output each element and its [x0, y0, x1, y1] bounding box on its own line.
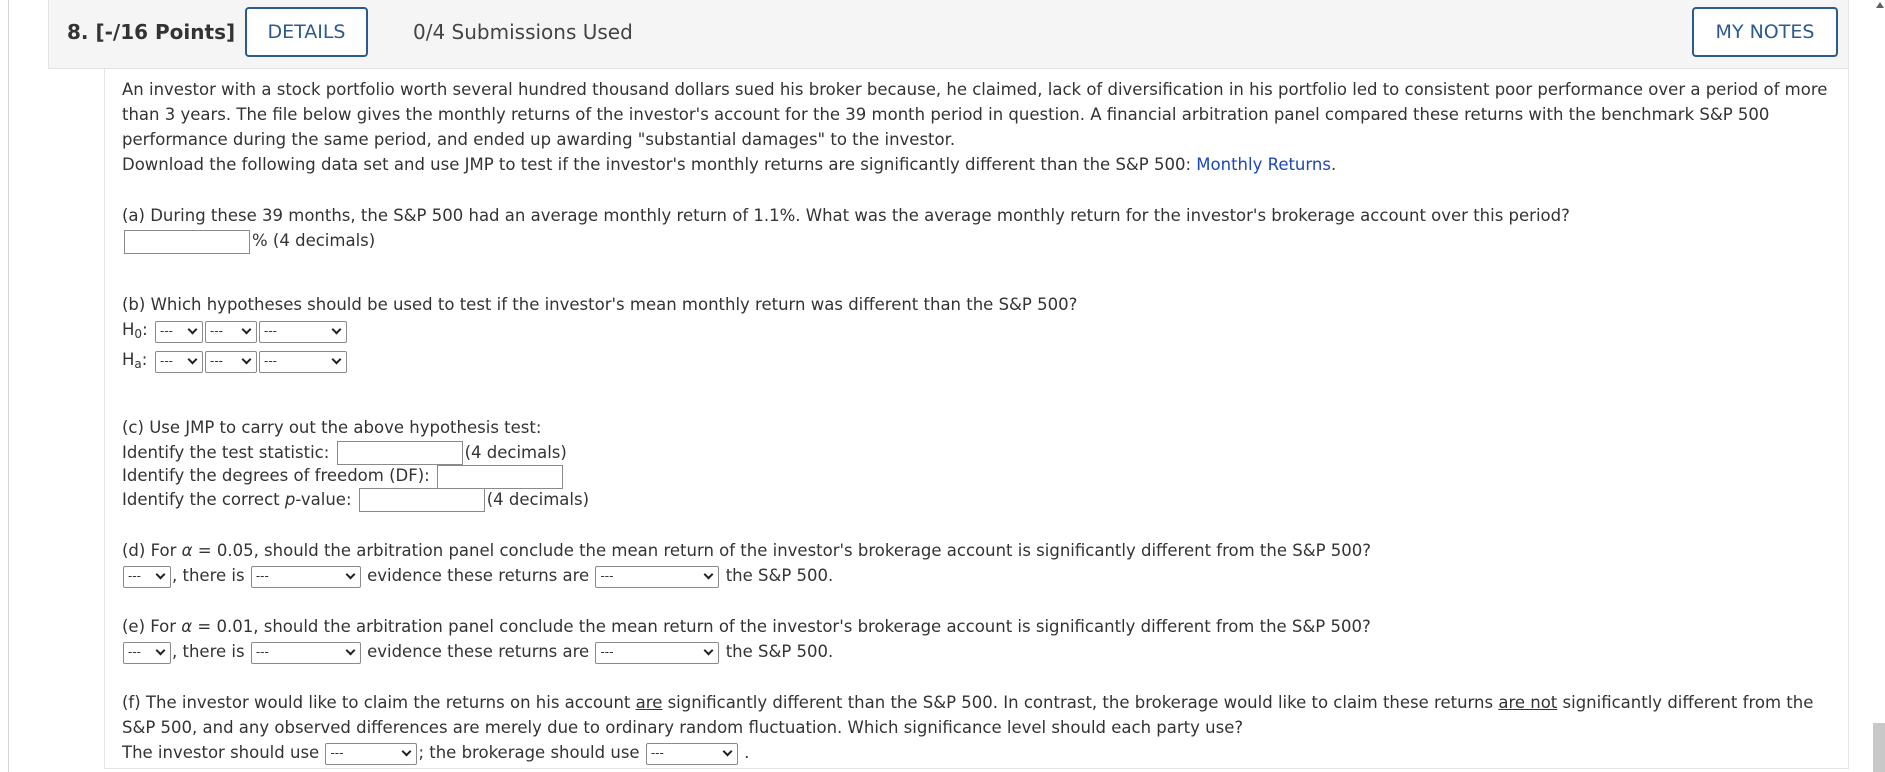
- chevron-down-icon: [345, 570, 355, 580]
- scrollbar-thumb[interactable]: [1873, 723, 1885, 772]
- brokerage-significance-select[interactable]: ---: [646, 743, 738, 765]
- part-e-comparison-select[interactable]: ---: [595, 642, 719, 664]
- h0-row: [122, 317, 1832, 347]
- chevron-down-icon: [156, 646, 166, 656]
- part-d-decision-select[interactable]: ---: [123, 566, 171, 588]
- chevron-down-icon: [704, 570, 714, 580]
- chevron-down-icon: [704, 646, 714, 656]
- details-button[interactable]: DETAILS: [245, 7, 368, 57]
- df-row: Identify the degrees of freedom (DF):: [122, 463, 1832, 489]
- chevron-down-icon: [345, 646, 355, 656]
- question-header: [48, 0, 1849, 69]
- part-d-comparison-select[interactable]: ---: [595, 566, 719, 588]
- chevron-down-icon: [402, 747, 412, 757]
- intro-line-4: Download the following data set and use JMP to test if the investor's monthly returns are significantly different than the S&P 500: Monthly Returns.: [122, 155, 1337, 174]
- part-a-answer-row: % (4 decimals): [122, 228, 1832, 254]
- intro-line-2: than 3 years. The file below gives the monthly returns of the investor's account for the 39 month period in question. A financial arbitration panel compared these returns with the benchmark S&P 500: [122, 105, 1770, 124]
- part-e-answer-row: --- , there is --- evidence these returns are --- the S&P 500.: [122, 639, 1832, 664]
- question-number: 8. [-/16 Points]: [67, 20, 236, 44]
- chevron-down-icon: [188, 325, 198, 335]
- h0-value-select[interactable]: ---: [259, 321, 347, 343]
- part-a-question: (a) During these 39 months, the S&P 500 had an average monthly return of 1.1%. What was the average monthly return for the investor's brokerage account over this period?: [122, 206, 1570, 225]
- intro-line-1: An investor with a stock portfolio worth several hundred thousand dollars sued his broker because, he claimed, lack of diversification in his portfolio led to consistent poor performance over a period of more: [122, 80, 1828, 99]
- test-stat-row: Identify the test statistic: (4 decimals): [122, 440, 1832, 466]
- chevron-down-icon: [156, 570, 166, 580]
- h0-label: $H_0$:: [122, 319, 148, 341]
- part-f-question-line-2: S&P 500, and any observed differences are merely due to ordinary random fluctuation. Which significance level should each party use?: [122, 718, 1244, 737]
- part-d-answer-row: --- , there is --- evidence these returns are --- the S&P 500.: [122, 563, 1832, 588]
- chevron-down-icon: [332, 325, 342, 335]
- part-d-question: (d) For α = 0.05, should the arbitration panel conclude the mean return of the investor's brokerage account is significantly different from the S&P 500?: [122, 541, 1372, 560]
- question-body: [122, 77, 1832, 765]
- ha-value-select[interactable]: ---: [259, 351, 347, 373]
- avg-return-input[interactable]: [124, 230, 250, 254]
- p-value-input[interactable]: [359, 488, 485, 512]
- part-c-question: (c) Use JMP to carry out the above hypothesis test:: [122, 417, 542, 437]
- part-f-question-line-1: (f) The investor would like to claim the returns on his account are significantly different than the S&P 500. In contrast, the brokerage would like to claim these returns are not significantly different from the: [122, 693, 1814, 712]
- part-b-question: (b) Which hypotheses should be used to test if the investor's mean monthly return was different than the S&P 500?: [122, 294, 1078, 314]
- ha-label: $H_a$:: [122, 349, 148, 371]
- p-value-row: Identify the correct p-value: (4 decimals): [122, 487, 1832, 513]
- chevron-down-icon: [188, 355, 198, 365]
- ha-operator-select[interactable]: ---: [205, 351, 257, 373]
- investor-significance-select[interactable]: ---: [325, 743, 417, 765]
- submissions-used: 0/4 Submissions Used: [413, 20, 633, 44]
- chevron-down-icon: [722, 747, 732, 757]
- part-e-evidence-select[interactable]: ---: [251, 642, 361, 664]
- part-d-evidence-select[interactable]: ---: [251, 566, 361, 588]
- chevron-down-icon: [242, 355, 252, 365]
- ha-row: [122, 347, 1832, 377]
- part-f-answer-row: The investor should use --- ; the brokerage should use --- .: [122, 740, 1832, 765]
- my-notes-button[interactable]: MY NOTES: [1692, 7, 1838, 57]
- degrees-of-freedom-input[interactable]: [437, 465, 563, 489]
- part-e-question: (e) For α = 0.01, should the arbitration panel conclude the mean return of the investor's brokerage account is significantly different from the S&P 500?: [122, 617, 1371, 636]
- part-e-decision-select[interactable]: ---: [123, 642, 171, 664]
- scroll-up-arrow-icon[interactable]: [1876, 2, 1884, 8]
- test-statistic-input[interactable]: [337, 441, 463, 465]
- chevron-down-icon: [332, 355, 342, 365]
- chevron-down-icon: [242, 325, 252, 335]
- ha-parameter-select[interactable]: ---: [155, 351, 203, 373]
- monthly-returns-link[interactable]: Monthly Returns: [1196, 155, 1331, 174]
- h0-parameter-select[interactable]: ---: [155, 321, 203, 343]
- intro-line-3: performance during the same period, and ended up awarding "substantial damages" to the investor.: [122, 130, 956, 149]
- page-left-border: [8, 0, 9, 772]
- h0-operator-select[interactable]: ---: [205, 321, 257, 343]
